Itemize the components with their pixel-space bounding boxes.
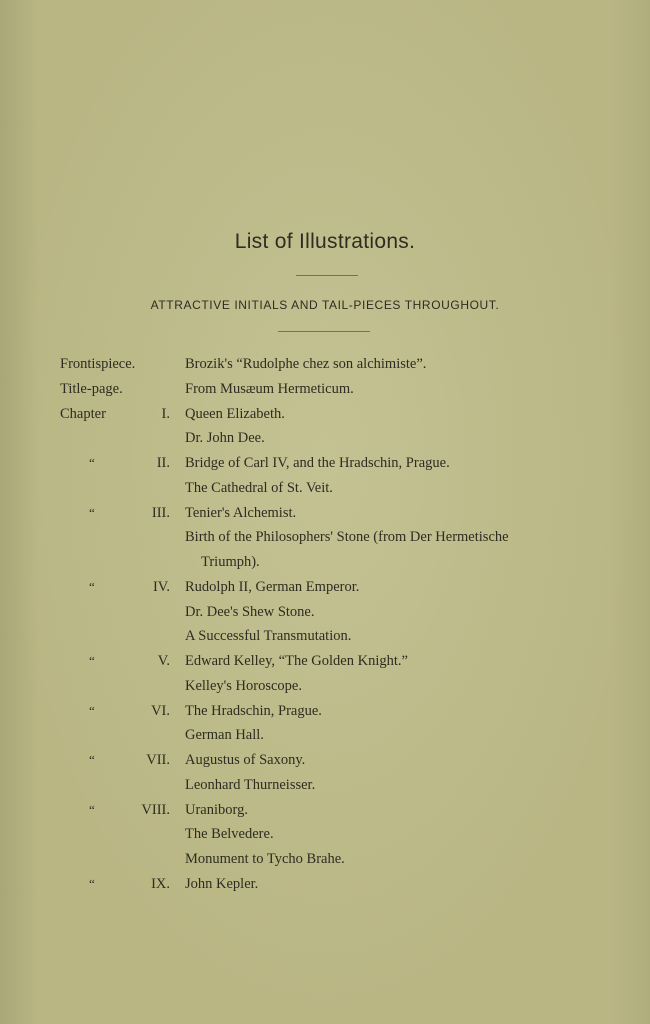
ditto-mark: “ [89, 653, 95, 668]
list-item [0, 777, 650, 802]
list-item [0, 381, 650, 406]
list-item [0, 505, 650, 530]
illustration-caption: Birth of the Philosophers' Stone (from Der Hermetische [185, 529, 509, 545]
list-item [0, 406, 650, 431]
ditto-mark: “ [89, 876, 95, 891]
list-item [0, 802, 650, 827]
chapter-number: V. [157, 653, 170, 669]
list-item [0, 430, 650, 455]
title-divider [296, 275, 358, 276]
illustration-caption: A Successful Transmutation. [185, 628, 352, 644]
chapter-number: I. [161, 406, 170, 422]
ditto-mark: “ [89, 455, 95, 470]
list-item [0, 678, 650, 703]
page-subtitle: ATTRACTIVE INITIALS AND TAIL-PIECES THROUGHOUT. [150, 298, 500, 312]
illustration-caption: Dr. Dee's Shew Stone. [185, 604, 315, 620]
illustration-caption: Leonhard Thurneisser. [185, 777, 316, 793]
chapter-number: VIII. [141, 802, 170, 818]
chapter-number: VII. [146, 752, 170, 768]
list-item [0, 727, 650, 752]
illustration-caption: Augustus of Saxony. [185, 752, 306, 768]
list-item [0, 554, 650, 579]
list-item [0, 604, 650, 629]
illustration-caption: From Musæum Hermeticum. [185, 381, 354, 397]
list-item [0, 480, 650, 505]
subtitle-divider [278, 331, 370, 332]
ditto-mark: “ [89, 505, 95, 520]
illustration-caption: Monument to Tycho Brahe. [185, 851, 345, 867]
illustration-caption: Uraniborg. [185, 802, 248, 818]
entry-label: Frontispiece. [60, 356, 136, 372]
illustration-caption: Edward Kelley, “The Golden Knight.” [185, 653, 408, 669]
illustration-caption: Bridge of Carl IV, and the Hradschin, Prague. [185, 455, 450, 471]
illustration-caption: Kelley's Horoscope. [185, 678, 302, 694]
list-item [0, 356, 650, 381]
illustration-caption: The Belvedere. [185, 826, 274, 842]
entry-label: Title-page. [60, 381, 123, 397]
ditto-mark: “ [89, 703, 95, 718]
list-item [0, 752, 650, 777]
illustration-caption: Tenier's Alchemist. [185, 505, 297, 521]
illustration-caption: German Hall. [185, 727, 264, 743]
list-item [0, 455, 650, 480]
chapter-number: III. [151, 505, 170, 521]
list-item [0, 876, 650, 901]
ditto-mark: “ [89, 752, 95, 767]
list-item [0, 851, 650, 876]
page-title: List of Illustrations. [234, 230, 416, 253]
list-item [0, 703, 650, 728]
illustration-caption: Dr. John Dee. [185, 430, 265, 446]
ditto-mark: “ [89, 802, 95, 817]
entry-label: Chapter [60, 406, 106, 422]
illustration-caption: The Hradschin, Prague. [185, 703, 322, 719]
illustration-caption: John Kepler. [185, 876, 259, 892]
list-item [0, 826, 650, 851]
chapter-number: IV. [152, 579, 170, 595]
list-item [0, 653, 650, 678]
list-item [0, 628, 650, 653]
chapter-number: II. [156, 455, 170, 471]
illustration-caption: The Cathedral of St. Veit. [185, 480, 333, 496]
list-item [0, 579, 650, 604]
illustration-caption: Brozik's “Rudolphe chez son alchimiste”. [185, 356, 427, 372]
chapter-number: VI. [151, 703, 170, 719]
ditto-mark: “ [89, 579, 95, 594]
illustration-caption: Rudolph II, German Emperor. [185, 579, 360, 595]
list-item [0, 529, 650, 554]
illustration-caption: Triumph). [201, 554, 260, 570]
chapter-number: IX. [151, 876, 170, 892]
illustration-caption: Queen Elizabeth. [185, 406, 285, 422]
